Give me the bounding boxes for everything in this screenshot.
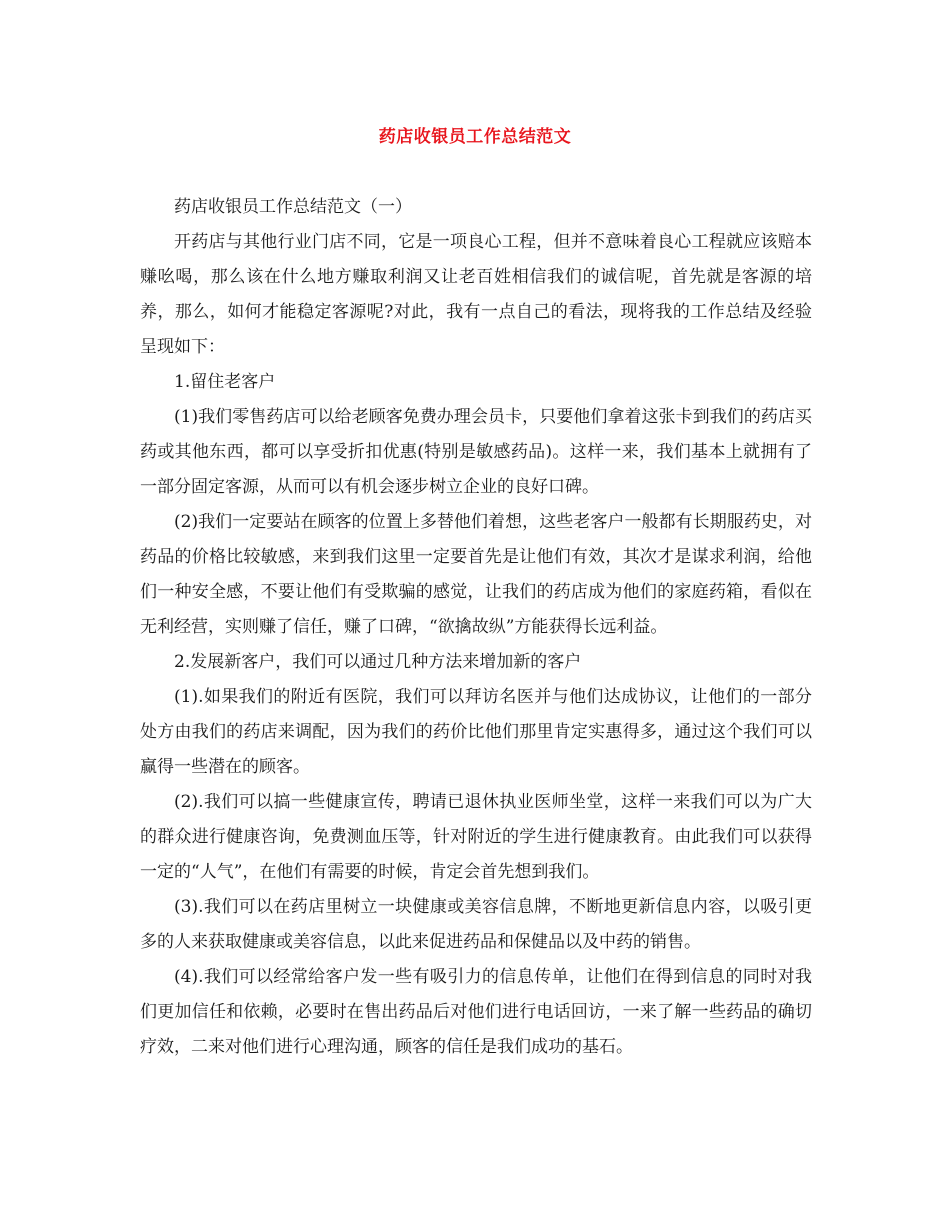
paragraph-2-3: (3).我们可以在药店里树立一块健康或美容信息牌，不断地更新信息内容，以吸引更多的人来获取健康或美容信息，以此来促进药品和保健品以及中药的销售。 <box>140 897 812 952</box>
document-title: 药店收银员工作总结范文 <box>378 127 572 147</box>
list-heading-1: 1.留住老客户 <box>174 372 276 392</box>
list-heading-2: 2.发展新客户，我们可以通过几种方法来增加新的客户 <box>174 652 582 672</box>
paragraph-1-1: (1)我们零售药店可以给老顾客免费办理会员卡，只要他们拿着这张卡到我们的药店买药或其他东西，都可以享受折扣优惠(特别是敏感药品)。这样一来，我们基本上就拥有了一部分固定客源，从而可以有机会逐步树立企业的良好口碑。 <box>140 407 812 497</box>
paragraph-2-4: (4).我们可以经常给客户发一些有吸引力的信息传单，让他们在得到信息的同时对我们更加信任和依赖，必要时在售出药品后对他们进行电话回访，一来了解一些药品的确切疗效，二来对他们进行心理沟通，顾客的信任是我们成功的基石。 <box>140 967 812 1057</box>
paragraph-2-1: (1).如果我们的附近有医院，我们可以拜访名医并与他们达成协议，让他们的一部分处方由我们的药店来调配，因为我们的药价比他们那里肯定实惠得多，通过这个我们可以赢得一些潜在的顾客。 <box>140 687 812 777</box>
section-heading: 药店收银员工作总结范文（一） <box>174 197 412 217</box>
intro-paragraph: 开药店与其他行业门店不同，它是一项良心工程，但并不意味着良心工程就应该赔本赚吆喝，那么该在什么地方赚取利润又让老百姓相信我们的诚信呢，首先就是客源的培养，那么，如何才能稳定客源呢?对此，我有一点自己的看法，现将我的工作总结及经验呈现如下： <box>140 232 812 357</box>
paragraph-1-2: (2)我们一定要站在顾客的位置上多替他们着想，这些老客户一般都有长期服药史，对药品的价格比较敏感，来到我们这里一定要首先是让他们有效，其次才是谋求利润，给他们一种安全感，不要让他们有受欺骗的感觉，让我们的药店成为他们的家庭药箱，看似在无利经营，实则赚了信任，赚了口碑，“欲擒故纵”方能获得长远利益。 <box>140 512 812 637</box>
document-body <box>140 190 812 1065</box>
paragraph-2-2: (2).我们可以搞一些健康宣传，聘请已退休执业医师坐堂，这样一来我们可以为广大的群众进行健康咨询，免费测血压等，针对附近的学生进行健康教育。由此我们可以获得一定的“人气”，在他们有需要的时候，肯定会首先想到我们。 <box>140 792 812 882</box>
